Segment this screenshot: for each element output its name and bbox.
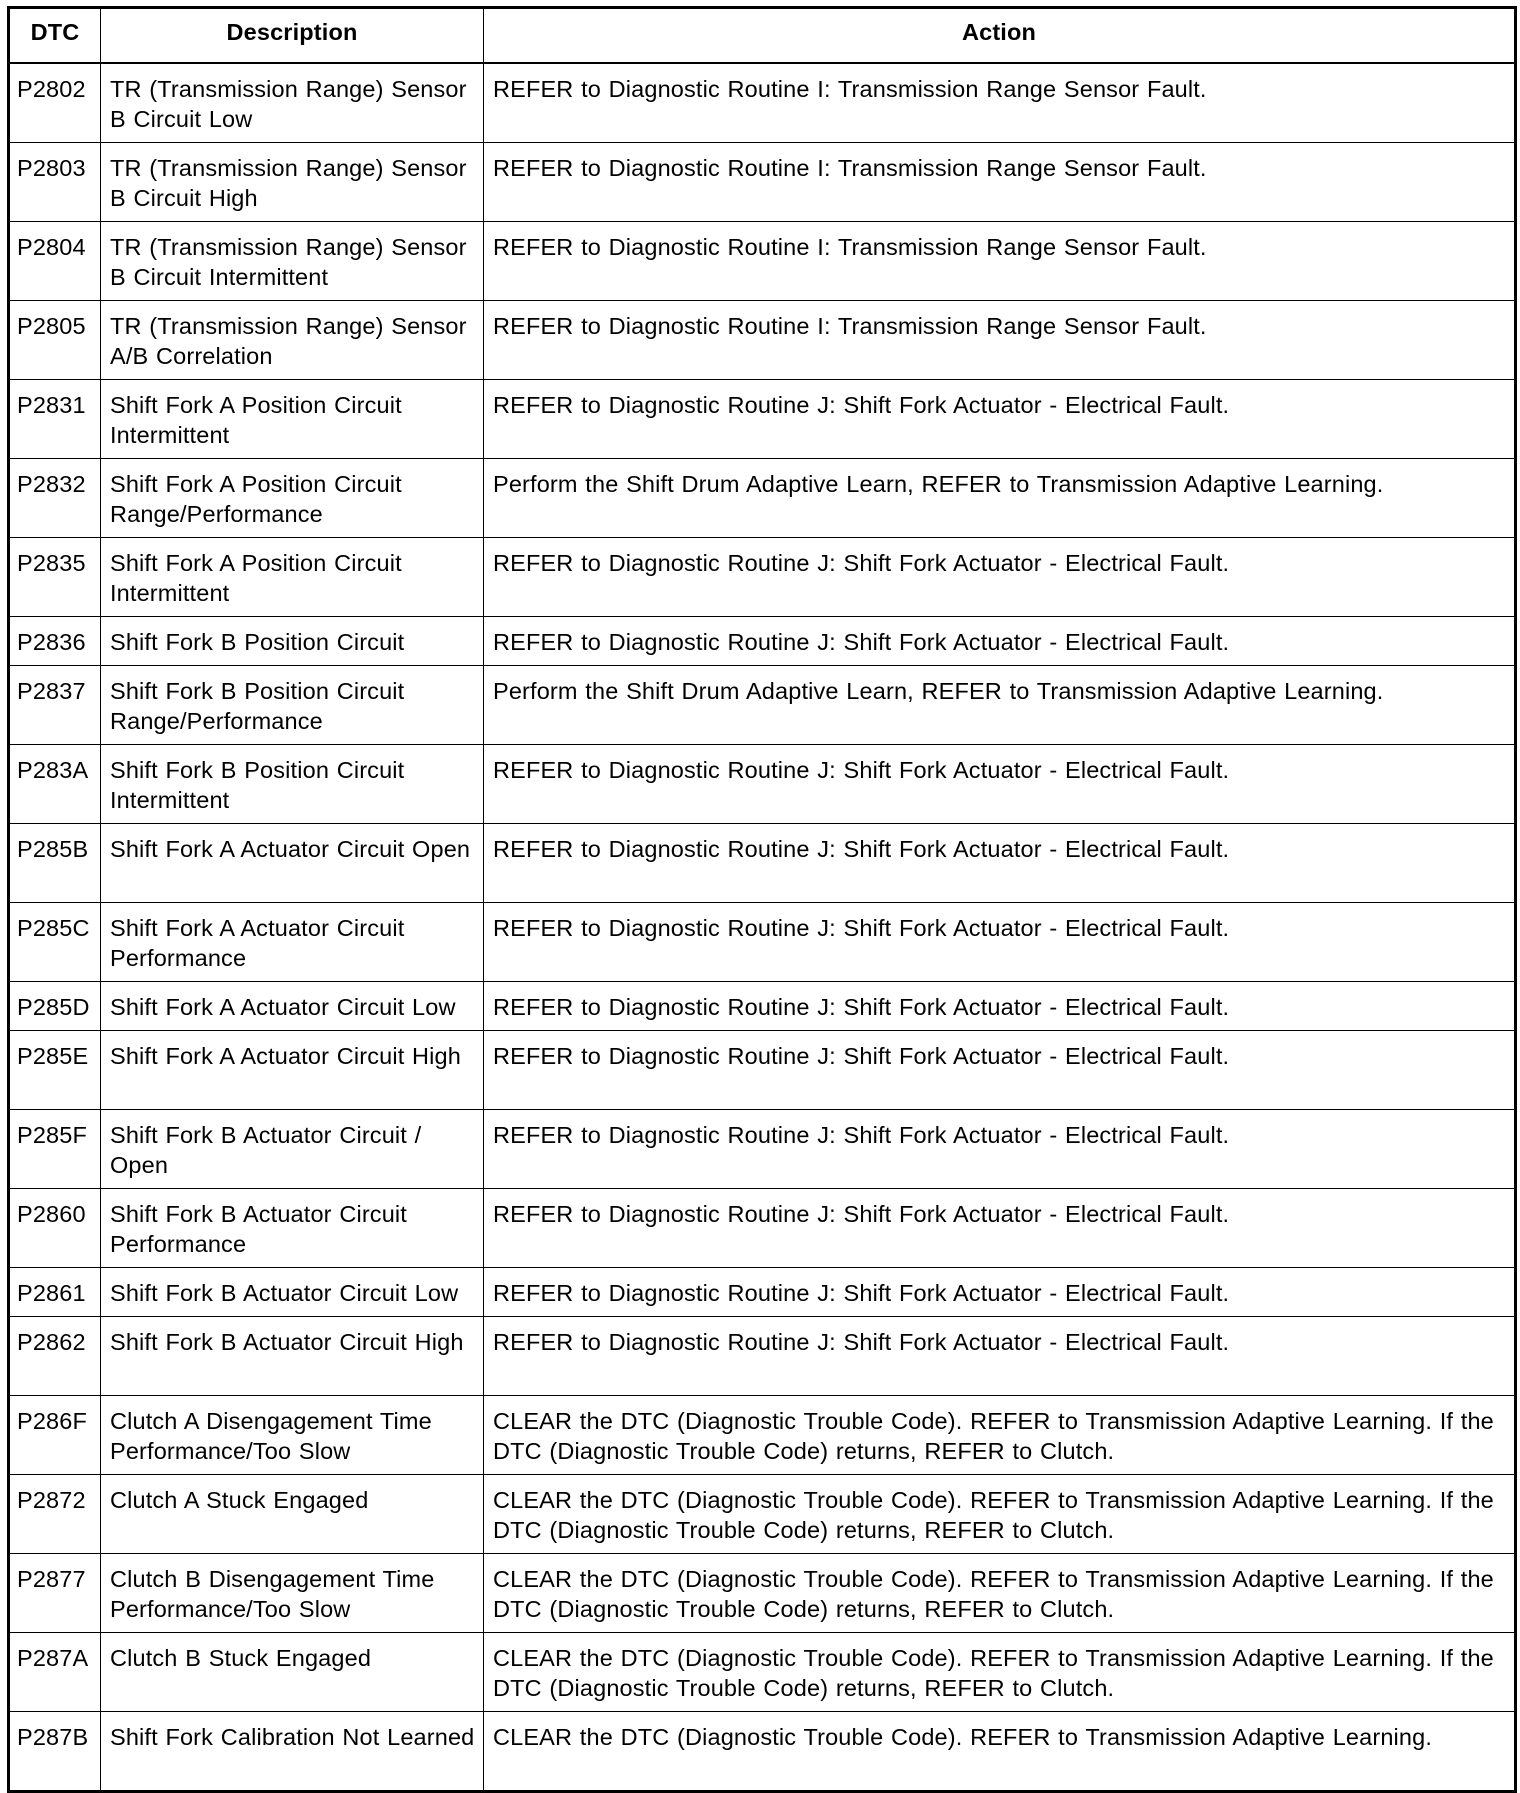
dtc-action: REFER to Diagnostic Routine I: Transmission Range Sensor Fault. xyxy=(484,63,1516,143)
table-row xyxy=(9,1396,1516,1475)
table-row xyxy=(9,1475,1516,1554)
table-row xyxy=(9,1110,1516,1189)
dtc-description: Shift Fork B Position Circuit xyxy=(101,617,484,666)
dtc-code: P285F xyxy=(9,1110,101,1189)
dtc-code: P2877 xyxy=(9,1554,101,1633)
dtc-description: Shift Fork A Position Circuit Intermittent xyxy=(101,380,484,459)
table-row xyxy=(9,1633,1516,1712)
table-row xyxy=(9,617,1516,666)
table-row xyxy=(9,1712,1516,1792)
dtc-action: REFER to Diagnostic Routine J: Shift Fork Actuator - Electrical Fault. xyxy=(484,1268,1516,1317)
dtc-code: P285C xyxy=(9,903,101,982)
dtc-code: P285B xyxy=(9,824,101,903)
dtc-action: REFER to Diagnostic Routine J: Shift Fork Actuator - Electrical Fault. xyxy=(484,538,1516,617)
table-row xyxy=(9,63,1516,143)
dtc-action: REFER to Diagnostic Routine J: Shift Fork Actuator - Electrical Fault. xyxy=(484,982,1516,1031)
dtc-action: REFER to Diagnostic Routine I: Transmission Range Sensor Fault. xyxy=(484,143,1516,222)
header-dtc: DTC xyxy=(9,8,101,64)
dtc-code: P2831 xyxy=(9,380,101,459)
dtc-description: TR (Transmission Range) Sensor B Circuit High xyxy=(101,143,484,222)
dtc-description: Shift Fork B Actuator Circuit / Open xyxy=(101,1110,484,1189)
table-row xyxy=(9,824,1516,903)
table-row xyxy=(9,745,1516,824)
dtc-action: REFER to Diagnostic Routine J: Shift Fork Actuator - Electrical Fault. xyxy=(484,1317,1516,1396)
dtc-code: P2836 xyxy=(9,617,101,666)
dtc-code: P285D xyxy=(9,982,101,1031)
dtc-action: REFER to Diagnostic Routine J: Shift Fork Actuator - Electrical Fault. xyxy=(484,380,1516,459)
dtc-action: REFER to Diagnostic Routine J: Shift Fork Actuator - Electrical Fault. xyxy=(484,824,1516,903)
dtc-table-wrapper xyxy=(7,6,1514,1793)
dtc-description: Clutch A Stuck Engaged xyxy=(101,1475,484,1554)
dtc-code: P287A xyxy=(9,1633,101,1712)
table-row xyxy=(9,982,1516,1031)
dtc-code: P2860 xyxy=(9,1189,101,1268)
dtc-description: Clutch B Disengagement Time Performance/Too Slow xyxy=(101,1554,484,1633)
dtc-description: Shift Fork A Actuator Circuit Low xyxy=(101,982,484,1031)
dtc-code: P2862 xyxy=(9,1317,101,1396)
dtc-action: REFER to Diagnostic Routine J: Shift Fork Actuator - Electrical Fault. xyxy=(484,1110,1516,1189)
dtc-description: Shift Fork B Actuator Circuit Low xyxy=(101,1268,484,1317)
header-action: Action xyxy=(484,8,1516,64)
dtc-action: REFER to Diagnostic Routine J: Shift Fork Actuator - Electrical Fault. xyxy=(484,1189,1516,1268)
table-row xyxy=(9,459,1516,538)
dtc-action: REFER to Diagnostic Routine J: Shift Fork Actuator - Electrical Fault. xyxy=(484,617,1516,666)
table-row xyxy=(9,903,1516,982)
dtc-code: P2861 xyxy=(9,1268,101,1317)
dtc-action: Perform the Shift Drum Adaptive Learn, REFER to Transmission Adaptive Learning. xyxy=(484,459,1516,538)
table-row xyxy=(9,666,1516,745)
dtc-code: P2803 xyxy=(9,143,101,222)
table-row xyxy=(9,1189,1516,1268)
dtc-action: REFER to Diagnostic Routine I: Transmission Range Sensor Fault. xyxy=(484,222,1516,301)
dtc-code: P283A xyxy=(9,745,101,824)
header-row xyxy=(9,8,1516,64)
dtc-action: CLEAR the DTC (Diagnostic Trouble Code). REFER to Transmission Adaptive Learning. If the DTC (Diagnostic Trouble Code) returns, REFER to Clutch. xyxy=(484,1396,1516,1475)
table-row xyxy=(9,301,1516,380)
dtc-description: Shift Fork B Position Circuit Range/Performance xyxy=(101,666,484,745)
dtc-action: REFER to Diagnostic Routine J: Shift Fork Actuator - Electrical Fault. xyxy=(484,903,1516,982)
dtc-description: Shift Fork B Actuator Circuit Performance xyxy=(101,1189,484,1268)
dtc-action: REFER to Diagnostic Routine J: Shift Fork Actuator - Electrical Fault. xyxy=(484,1031,1516,1110)
dtc-description: TR (Transmission Range) Sensor A/B Correlation xyxy=(101,301,484,380)
dtc-table xyxy=(7,6,1517,1793)
dtc-description: Shift Fork A Position Circuit Range/Performance xyxy=(101,459,484,538)
table-row xyxy=(9,1268,1516,1317)
dtc-action: CLEAR the DTC (Diagnostic Trouble Code). REFER to Transmission Adaptive Learning. xyxy=(484,1712,1516,1792)
dtc-description: Shift Fork A Actuator Circuit Performance xyxy=(101,903,484,982)
dtc-code: P2802 xyxy=(9,63,101,143)
table-row xyxy=(9,222,1516,301)
dtc-action: CLEAR the DTC (Diagnostic Trouble Code). REFER to Transmission Adaptive Learning. If the DTC (Diagnostic Trouble Code) returns, REFER to Clutch. xyxy=(484,1475,1516,1554)
dtc-code: P2804 xyxy=(9,222,101,301)
dtc-description: TR (Transmission Range) Sensor B Circuit Intermittent xyxy=(101,222,484,301)
dtc-code: P286F xyxy=(9,1396,101,1475)
table-row xyxy=(9,1554,1516,1633)
dtc-description: Shift Fork B Actuator Circuit High xyxy=(101,1317,484,1396)
dtc-action: CLEAR the DTC (Diagnostic Trouble Code). REFER to Transmission Adaptive Learning. If the DTC (Diagnostic Trouble Code) returns, REFER to Clutch. xyxy=(484,1554,1516,1633)
dtc-description: Clutch A Disengagement Time Performance/Too Slow xyxy=(101,1396,484,1475)
dtc-action: REFER to Diagnostic Routine I: Transmission Range Sensor Fault. xyxy=(484,301,1516,380)
dtc-action: CLEAR the DTC (Diagnostic Trouble Code). REFER to Transmission Adaptive Learning. If the DTC (Diagnostic Trouble Code) returns, REFER to Clutch. xyxy=(484,1633,1516,1712)
dtc-code: P2837 xyxy=(9,666,101,745)
dtc-code: P2872 xyxy=(9,1475,101,1554)
dtc-description: Shift Fork A Actuator Circuit High xyxy=(101,1031,484,1110)
table-row xyxy=(9,1317,1516,1396)
dtc-description: TR (Transmission Range) Sensor B Circuit Low xyxy=(101,63,484,143)
dtc-code: P287B xyxy=(9,1712,101,1792)
dtc-description: Shift Fork B Position Circuit Intermittent xyxy=(101,745,484,824)
dtc-code: P285E xyxy=(9,1031,101,1110)
dtc-code: P2805 xyxy=(9,301,101,380)
dtc-description: Shift Fork Calibration Not Learned xyxy=(101,1712,484,1792)
dtc-code: P2835 xyxy=(9,538,101,617)
header-description: Description xyxy=(101,8,484,64)
dtc-code: P2832 xyxy=(9,459,101,538)
table-row xyxy=(9,143,1516,222)
dtc-action: REFER to Diagnostic Routine J: Shift Fork Actuator - Electrical Fault. xyxy=(484,745,1516,824)
table-row xyxy=(9,538,1516,617)
dtc-description: Shift Fork A Position Circuit Intermittent xyxy=(101,538,484,617)
dtc-description: Clutch B Stuck Engaged xyxy=(101,1633,484,1712)
dtc-action: Perform the Shift Drum Adaptive Learn, REFER to Transmission Adaptive Learning. xyxy=(484,666,1516,745)
table-row xyxy=(9,1031,1516,1110)
table-row xyxy=(9,380,1516,459)
dtc-description: Shift Fork A Actuator Circuit Open xyxy=(101,824,484,903)
